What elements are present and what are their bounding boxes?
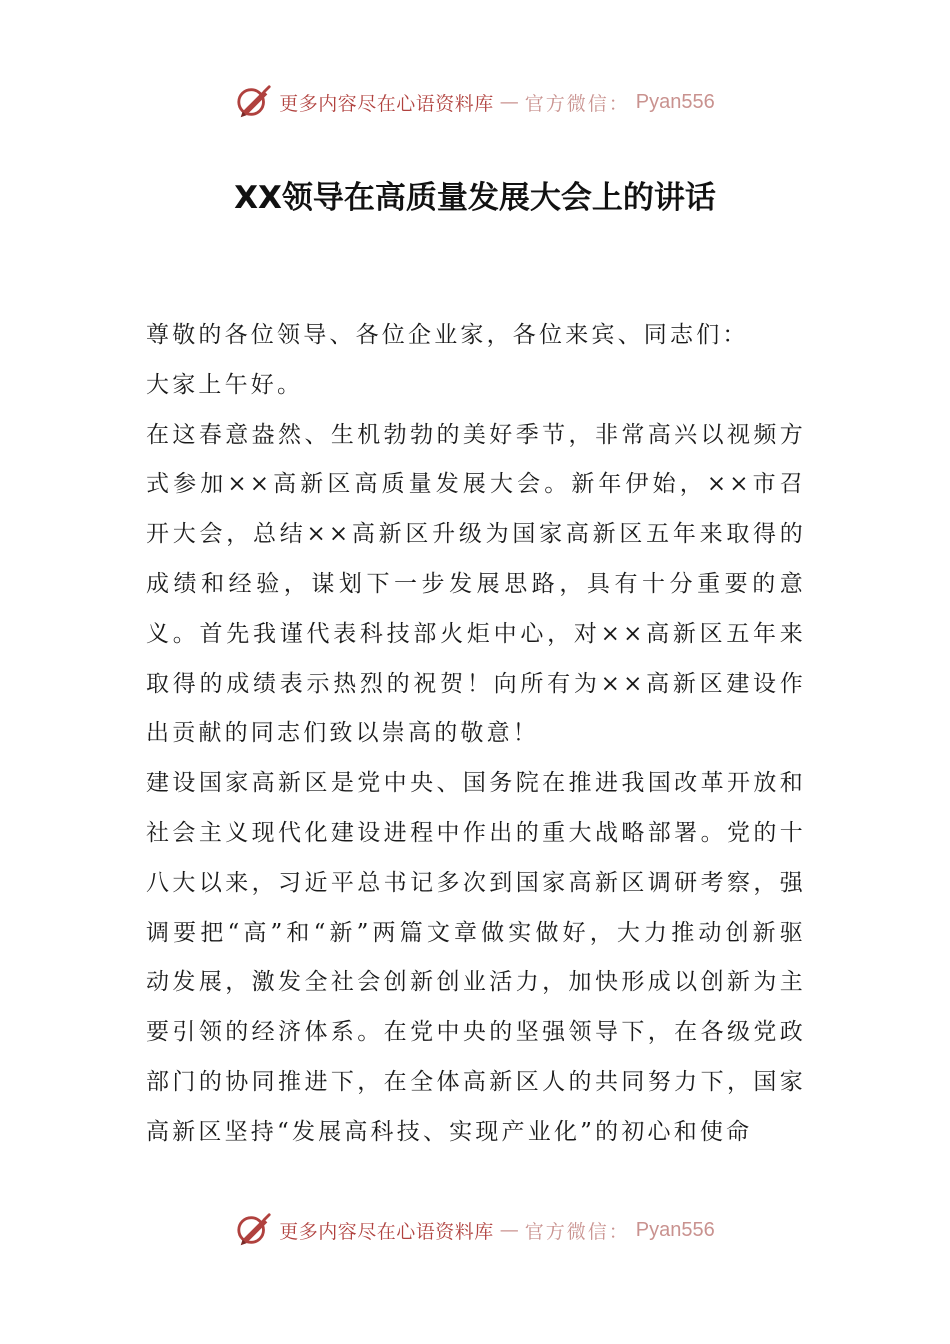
footer-contact-id: Pyan556 xyxy=(635,1218,715,1241)
body-paragraph: 在这春意盎然、生机勃勃的美好季节，非常高兴以视频方式参加××高新区高质量发展大会。新年伊始，××市召开大会，总结××高新区升级为国家高新区五年来取得的成绩和经验，谋划下一步发展思路，具有十分重要的意义。首先我谨代表科技部火炬中心，对××高新区五年来取得的成绩表示热烈的祝贺！向所有为××高新区建设作出贡献的同志们致以崇高的敬意！ xyxy=(146,421,806,747)
pen-logo-icon xyxy=(235,83,273,121)
document-title: XX领导在高质量发展大会上的讲话 xyxy=(234,180,716,216)
header-contact-id: Pyan556 xyxy=(635,90,715,113)
header-banner xyxy=(0,82,950,122)
header-contact-label: 官方微信： xyxy=(524,92,630,115)
footer-contact-label: 官方微信： xyxy=(524,1220,630,1243)
footer-slogan: 更多内容尽在心语资料库 xyxy=(279,1220,494,1243)
body-paragraph: 建设国家高新区是党中央、国务院在推进我国改革开放和社会主义现代化建设进程中作出的重大战略部署。党的十八大以来，习近平总书记多次到国家高新区调研考察，强调要把“高”和“新”两篇文章做实做好，大力推动创新驱动发展，激发全社会创新创业活力，加快形成以创新为主要引领的经济体系。在党中央的坚强领导下，在各级党政部门的协同推进下，在全体高新区人的共同努力下，国家高新区坚持“发展高科技、实现产业化”的初心和使命 xyxy=(146,770,806,1145)
pen-logo-icon xyxy=(235,1211,273,1249)
footer-separator: — xyxy=(499,1219,519,1241)
document-body xyxy=(146,311,806,1158)
header-slogan: 更多内容尽在心语资料库 xyxy=(279,92,494,115)
salutation-paragraph: 尊敬的各位领导、各位企业家，各位来宾、同志们： xyxy=(146,322,749,348)
footer-banner xyxy=(0,1210,950,1250)
greeting-paragraph: 大家上午好。 xyxy=(146,371,304,398)
header-separator: — xyxy=(499,91,519,113)
